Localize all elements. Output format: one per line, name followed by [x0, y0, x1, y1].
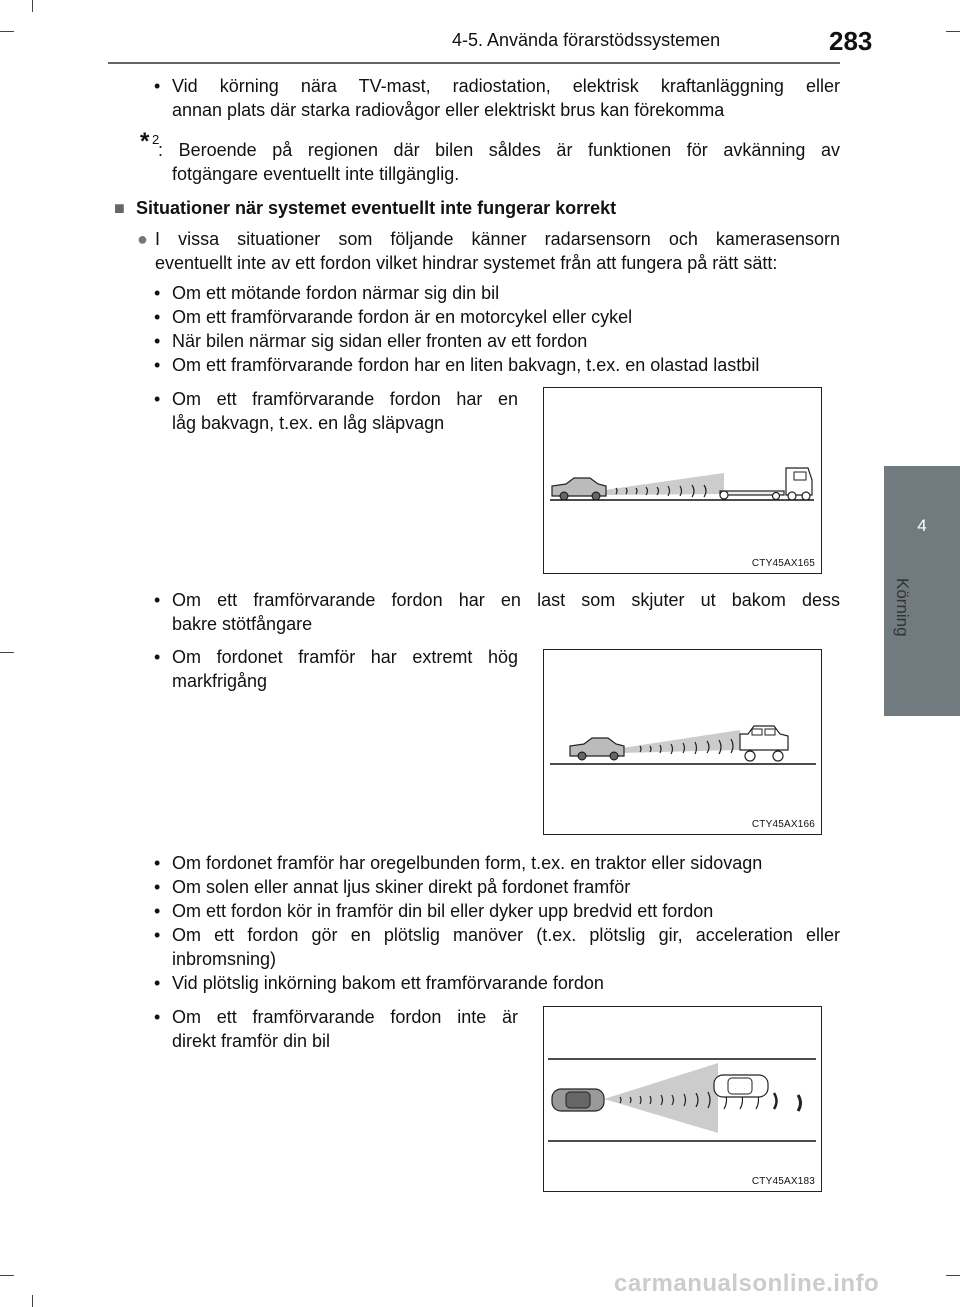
- list-item: Om solen eller annat ljus skiner direkt på fordonet framför: [172, 877, 631, 897]
- footnote-line: : Beroende på regionen där bilen såldes är funktionen för avkänning av: [158, 140, 840, 160]
- list-item: Om ett fordon kör in framför din bil eller dyker upp bredvid ett fordon: [172, 901, 714, 921]
- list-item: Om ett mötande fordon närmar sig din bil: [172, 283, 500, 303]
- list-item: direkt framför din bil: [172, 1031, 331, 1051]
- crop-mark: [946, 1275, 960, 1276]
- figure-low-trailer: [543, 387, 822, 574]
- bullet: •: [154, 877, 161, 897]
- list-item: inbromsning): [172, 949, 277, 969]
- truck-icon: [720, 468, 812, 500]
- figure-high-clearance: [543, 649, 822, 835]
- chapter-label: [893, 578, 928, 698]
- section-title: 4-5. Använda förarstödssystemen: [452, 30, 721, 50]
- list-item: Om ett framförvarande fordon har en last som skjuter ut bakom dess: [172, 590, 840, 610]
- bullet: •: [154, 901, 161, 921]
- crop-mark: [32, 1295, 33, 1307]
- bullet: •: [154, 1007, 161, 1027]
- footnote-star: *: [140, 128, 150, 155]
- list-item: Om ett fordon gör en plötslig manöver (t.ex. plötslig gir, acceleration eller: [172, 925, 840, 945]
- bullet: •: [154, 355, 161, 375]
- crop-mark: [0, 1275, 14, 1276]
- list-item: bakre stötfångare: [172, 614, 313, 634]
- bullet: •: [154, 331, 161, 351]
- bullet: •: [154, 283, 161, 303]
- intro-item-line: annan plats där starka radiovågor eller elektriskt brus kan förekomma: [172, 100, 725, 120]
- list-item: Om fordonet framför har extremt hög: [172, 647, 518, 667]
- list-item: Om ett framförvarande fordon har en liten bakvagn, t.ex. en olastad lastbil: [172, 355, 760, 375]
- figure-offset-vehicle: [543, 1006, 822, 1192]
- list-item: Om fordonet framför har oregelbunden form, t.ex. en traktor eller sidovagn: [172, 853, 763, 873]
- list-item: Om ett framförvarande fordon har en: [172, 389, 518, 409]
- offset-car-icon: [714, 1075, 768, 1097]
- figure-code: CTY45AX166: [751, 819, 815, 830]
- crop-mark: [32, 0, 33, 12]
- bullet: •: [154, 76, 161, 96]
- list-item: När bilen närmar sig sidan eller fronten av ett fordon: [172, 331, 588, 351]
- crop-mark: [0, 31, 14, 32]
- watermark: carmanualsonline.info: [614, 1270, 880, 1297]
- header-rule: [108, 62, 840, 64]
- section-paragraph: eventuellt inte av ett fordon vilket hindrar systemet från att fungera på rätt sätt:: [155, 253, 778, 273]
- suv-icon: [740, 726, 788, 761]
- page-number: 283: [829, 26, 873, 56]
- own-car-icon: [570, 738, 624, 760]
- heading-square: ■: [114, 198, 125, 218]
- section-paragraph: I vissa situationer som följande känner radarsensorn och kamerasensorn: [155, 229, 840, 249]
- list-item: markfrigång: [172, 671, 268, 691]
- figure-code: CTY45AX165: [751, 558, 815, 569]
- intro-item-line: Vid körning nära TV-mast, radiostation, elektrisk kraftanläggning eller: [172, 76, 840, 96]
- bullet: •: [154, 389, 161, 409]
- bullet: •: [154, 853, 161, 873]
- bullet: •: [154, 973, 161, 993]
- bullet: •: [154, 307, 161, 327]
- chapter-number: 4: [917, 516, 927, 535]
- chapter-label-text: Körning: [893, 578, 912, 637]
- crop-mark: [0, 652, 14, 653]
- list-item: Om ett framförvarande fordon är en motorcykel eller cykel: [172, 307, 633, 327]
- figure-code: CTY45AX183: [751, 1176, 815, 1187]
- section-heading: Situationer när systemet eventuellt inte fungerar korrekt: [136, 198, 617, 218]
- bullet: •: [154, 590, 161, 610]
- bullet: •: [154, 925, 161, 945]
- list-item: låg bakvagn, t.ex. en låg släpvagn: [172, 413, 445, 433]
- footnote-line: fotgängare eventuellt inte tillgänglig.: [172, 164, 460, 184]
- list-item: Vid plötslig inkörning bakom ett framförvarande fordon: [172, 973, 604, 993]
- list-item: Om ett framförvarande fordon inte är: [172, 1007, 518, 1027]
- footnote-number: 2: [152, 132, 160, 147]
- para-circle: ●: [137, 229, 148, 249]
- bullet: •: [154, 647, 161, 667]
- own-car-icon: [552, 1089, 604, 1111]
- crop-mark: [946, 31, 960, 32]
- own-car-icon: [552, 478, 606, 500]
